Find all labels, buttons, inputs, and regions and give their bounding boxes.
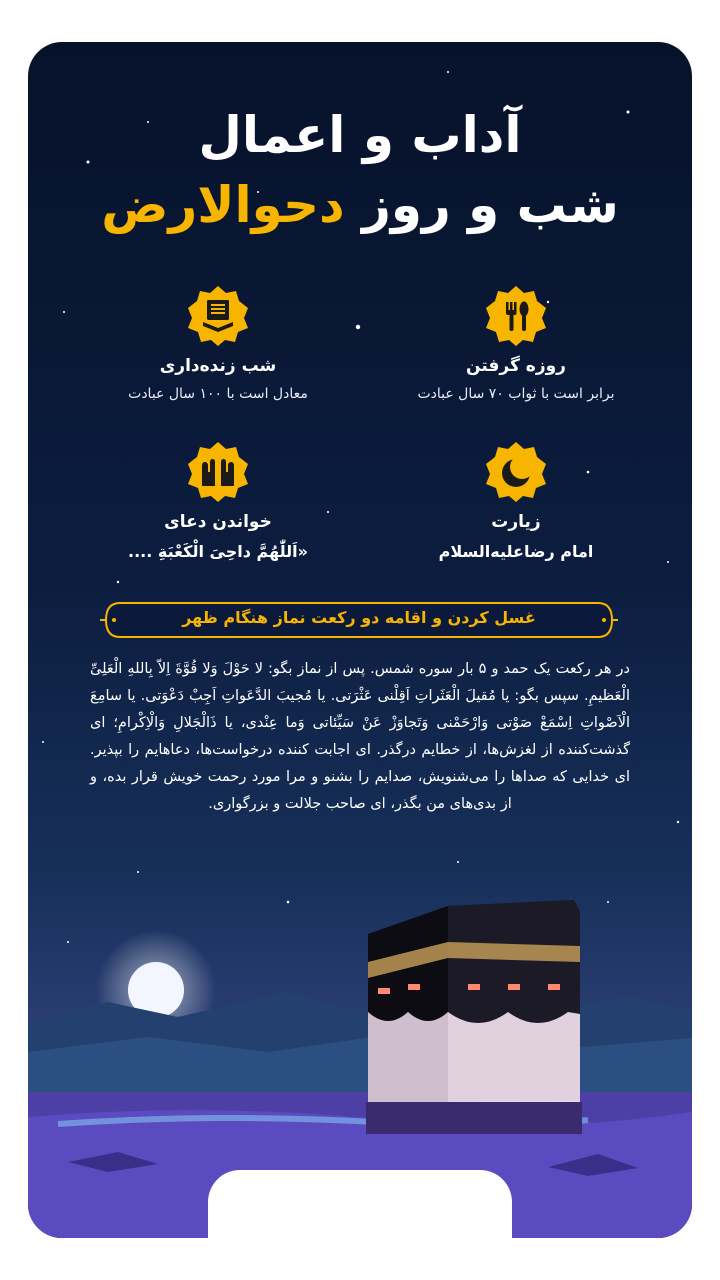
title-line-2-prefix: شب و روز bbox=[362, 176, 619, 234]
praying-hands-icon bbox=[188, 442, 248, 502]
feature-night-vigil bbox=[68, 286, 368, 402]
feature-desc: معادل است با ۱۰۰ سال عبادت bbox=[128, 386, 308, 402]
feature-title: شب زنده‌داری bbox=[159, 356, 277, 376]
feature-title: خواندن دعای bbox=[164, 512, 272, 532]
feature-desc: امام رضاعلیه‌السلام bbox=[438, 542, 594, 561]
title-line-1: آداب و اعمال bbox=[198, 106, 522, 164]
feature-desc: «اَللّٰهُمَّ داحِیَ الْکَعْبَةِ .... bbox=[128, 542, 308, 561]
banner-title: غسل کردن و اقامه دو رکعت نماز هنگام ظهر bbox=[182, 608, 536, 627]
feature-fasting bbox=[366, 286, 666, 402]
title-line-2 bbox=[28, 170, 692, 240]
prayer-instructions: در هر رکعت یک حمد و ۵ بار سوره شمس. پس از نماز بگو: لا حَوْلَ وَلا قُوَّةَ اِلاّ بِاللهِ الْعَلِیِّ الْعَظیمِ. سپس بگو: یا مُقیلَ الْعَثَراتِ اَقِلْنی عَثْرَتی. یا مُجیبَ الدَّعَواتِ اَجِبْ دَعْوَتی. یا سامِعَ الْاَصْواتِ اِسْمَعْ صَوْتی وَارْحَمْنی وَتَجاوَزْ عَنْ سَیِّئاتی وَما عِنْدی، یا ذَالْجَلالِ وَالْاِكْرامِ؛ ای گذشت‌کننده از لغزش‌ها، از خطایم درگذر. ای اجابت کننده درخواست‌ها، دعاهایم را بپذیر. ای خدایی که صداها را می‌شنویش، صدایم را بشنو و مرا مورد رحمت خویش قرار بده، و از بدی‌های من بگذر، ای صاحب جلالت و بزرگواری. bbox=[90, 661, 630, 812]
bottom-notch bbox=[208, 1170, 512, 1238]
fork-spoon-icon bbox=[486, 286, 546, 346]
feature-supplication bbox=[68, 442, 368, 561]
feature-title: روزه گرفتن bbox=[466, 356, 566, 376]
feature-desc: برابر است با ثواب ۷۰ سال عبادت bbox=[417, 386, 615, 402]
feature-title: زیارت bbox=[491, 512, 541, 532]
feature-pilgrimage bbox=[366, 442, 666, 561]
quran-book-icon bbox=[188, 286, 248, 346]
poster-title bbox=[28, 100, 692, 240]
title-highlight: دحوالارض bbox=[101, 176, 345, 234]
poster-card bbox=[28, 42, 692, 1238]
crescent-moon-icon bbox=[486, 442, 546, 502]
section-banner bbox=[100, 597, 618, 643]
